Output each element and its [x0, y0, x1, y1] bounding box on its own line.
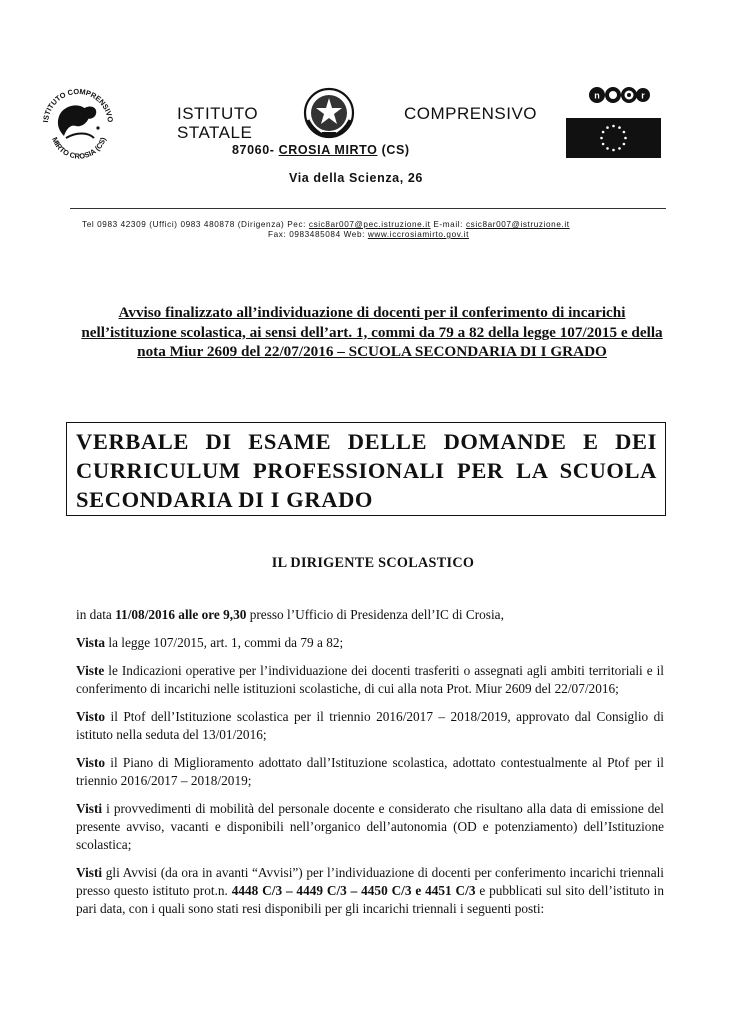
paragraph-visto-ptof: Visto il Ptof dell’Istituzione scolastica per il triennio 2016/2017 – 2018/2019, approvato dal Consiglio di istituto nella seduta del 13/01/2016;	[76, 709, 664, 742]
postal-code: 87060-	[232, 143, 275, 157]
paragraph-viste-indicazioni: Viste le Indicazioni operative per l’individuazione dei docenti trasferiti o assegnati agli ambiti territoriali e il conferimento di incarichi nelle istituzioni scolastiche, di cui alla nota Prot. Miur 2609 del 22/07/2016;	[76, 663, 664, 696]
school-address-city	[232, 143, 410, 157]
verbale-title-box	[66, 422, 666, 516]
republic-emblem-icon	[302, 86, 356, 140]
paragraph-date: in data 11/08/2016 alle ore 9,30 presso l’Ufficio di Presidenza dell’IC di Crosia,	[76, 607, 504, 622]
province: (CS)	[381, 143, 410, 157]
school-logo	[36, 80, 120, 164]
school-name-comprensivo: COMPRENSIVO	[404, 104, 538, 123]
svg-text:r: r	[641, 90, 645, 101]
contact-info	[82, 220, 642, 240]
school-address-street: Via della Scienza, 26	[289, 171, 423, 185]
paragraph-vista-legge: Vista la legge 107/2015, art. 1, commi da 79 a 82;	[76, 635, 344, 650]
contact-line-1: Tel 0983 42309 (Uffici) 0983 480878 (Dirigenza) Pec: csic8ar007@pec.istruzione.it E-mail: csic8ar007@istruzione.it	[82, 220, 570, 229]
notice-title: Avviso finalizzato all’individuazione di docenti per il conferimento di incarichi nell’istituzione scolastica, ai sensi dell’art. 1, commi da 79 a 82 della legge 107/2015 e della nota Miur 2609 del 22/07/2016 – SCUOLA SECONDARIA DI I GRADO	[81, 304, 663, 360]
header-divider	[70, 208, 666, 209]
paragraph-visti-provvedimenti: Visti i provvedimenti di mobilità del personale docente e considerato che risultano alla data di emissione del presente avviso, vacanti e disponibili nell’organico dell’autonomia (OD e potenziamento) dell’Istituzione scolastica;	[76, 801, 664, 852]
pon-logo-icon	[588, 86, 650, 104]
email-link[interactable]: csic8ar007@istruzione.it	[465, 220, 570, 229]
school-name-istituto: ISTITUTO	[177, 104, 259, 123]
website-link[interactable]: www.iccrosiamirto.gov.it	[367, 230, 469, 239]
verbale-title: VERBALE DI ESAME DELLE DOMANDE E DEI CURRICULUM PROFESSIONALI PER LA SCUOLA SECONDARIA DI I GRADO	[76, 429, 657, 512]
paragraph-visto-piano: Visto il Piano di Miglioramento adottato dall’Istituzione scolastica, adottato contestualmente al Ptof per il triennio 2016/2017 – 2018/2019;	[76, 755, 664, 788]
paragraph-visti-avvisi: Visti gli Avvisi (da ora in avanti “Avvisi”) per l’individuazione di docenti per conferimento incarichi triennali presso questo istituto prot.n. 4448 C/3 – 4449 C/3 – 4450 C/3 e 4451 C/3 e pubblicati sul sito dell’istituto in pari data, con i quali sono stati resi disponibili per gli incarichi triennali i seguenti posti:	[76, 865, 664, 916]
eu-flag-icon	[566, 118, 661, 158]
pec-link[interactable]: csic8ar007@pec.istruzione.it	[308, 220, 431, 229]
contact-line-2: Fax: 0983485084 Web: www.iccrosiamirto.gov.it	[268, 230, 469, 239]
svg-text:ISTITUTO COMPRENSIVO: ISTITUTO COMPRENSIVO	[41, 86, 116, 123]
eu-stars-icon	[566, 118, 661, 158]
city-name: CROSIA MIRTO	[278, 143, 378, 157]
document-body	[76, 606, 664, 928]
section-heading-dirigente: IL DIRIGENTE SCOLASTICO	[271, 555, 475, 571]
svg-text:MIRTO CROSIA (CS): MIRTO CROSIA (CS)	[50, 135, 108, 161]
svg-text:n: n	[594, 90, 600, 101]
school-name-statale: STATALE	[177, 123, 253, 142]
